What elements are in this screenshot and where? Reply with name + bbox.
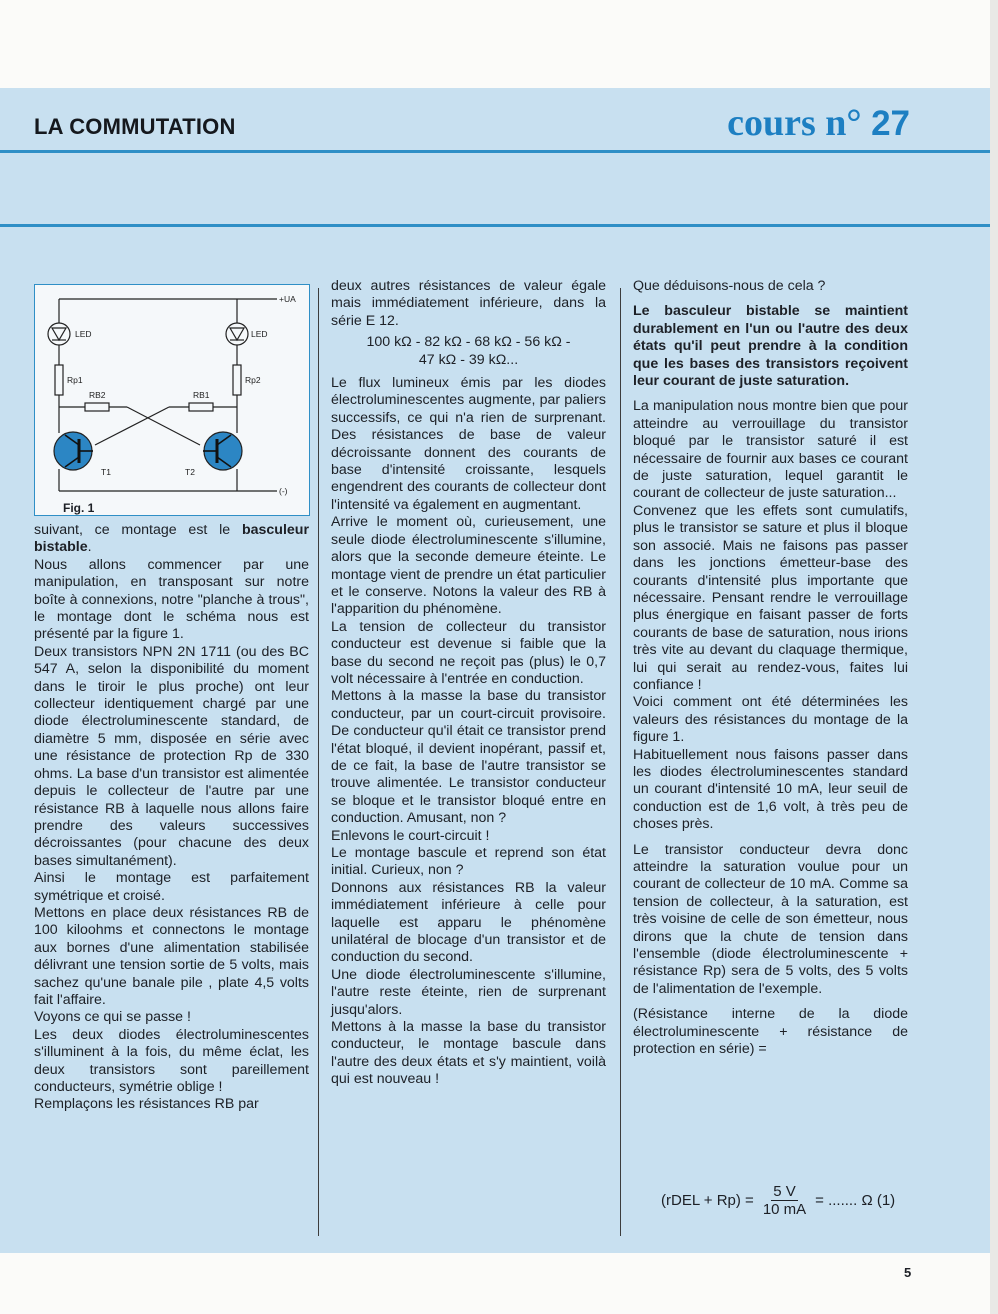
paragraph: La tension de collecteur du transistor conducteur est devenue si faible que la base du second ne reçoit pas (plus) le 0,7 volt nécessaire à l'entrée en conduction. (331, 618, 606, 687)
paragraph: Donnons aux résistances RB la valeur immédiatement inférieure à celle pour laquelle est apparu le phénomène unilatéral de blocage d'un transistor et de conduction du second. (331, 879, 606, 966)
key-statement: Le basculeur bistable se maintient durablement en l'un ou l'autre des deux états qu'il peut prendre à la condition que les bases des transistors reçoivent leur courant de juste saturation. (633, 303, 908, 390)
paragraph: Nous allons commencer par une manipulation, en transposant sur notre boîte à connexions, notre "planche à trous", le montage dont le schéma nous est présenté par la figure 1. (34, 556, 309, 643)
column-3 (633, 278, 908, 1222)
label-supply: +UA (279, 294, 296, 304)
label-t1: T1 (101, 467, 111, 477)
label-t2: T2 (185, 467, 195, 477)
paragraph: Le montage bascule et reprend son état initial. Curieux, non ? (331, 845, 606, 879)
paragraph: Remplaçons les résistances RB par (34, 1096, 259, 1113)
circuit-diagram (35, 285, 309, 515)
paragraph: Mettons à la masse la base du transistor conducteur, le montage bascule dans l'autre des deux états et s'y maintient, voilà qui est nouveau ! (331, 1019, 606, 1088)
text-run: suivant, ce montage est le (34, 522, 242, 538)
course-word: cours n° (727, 102, 862, 144)
paragraph: Mettons à la masse la base du transistor conducteur, par un court-circuit provisoire. De conducteur qu'il était ce transistor prend l'état bloqué, il devient inopérant, passif et, de ce fait, la base de l'autre transistor se trouve alimentée. Le transistor conducteur se bloque et le transistor bloqué entre en conduction. Amusant, non ? (331, 688, 606, 827)
values-line: 100 kΩ - 82 kΩ - 68 kΩ - 56 kΩ - (366, 334, 571, 351)
label-rp2: Rp2 (245, 375, 261, 385)
section-title: LA COMMUTATION (34, 114, 236, 139)
paragraph: Habituellement nous faisons passer dans les diodes électroluminescentes standard un courant d'intensité 10 mA, leur seuil de conduction est de 1,6 volt, à très peu de choses près. (633, 746, 908, 833)
formula-rhs: = ....... Ω (1) (815, 1192, 896, 1209)
figure-1 (34, 284, 310, 516)
paragraph: (Résistance interne de la diode électroluminescente + résistance de protection en série) = (633, 1006, 908, 1058)
column-divider (620, 288, 621, 1236)
paragraph (34, 522, 309, 557)
paragraph: Une diode électroluminescente s'illumine, l'autre reste éteinte, rien de surprenant jusqu'alors. (331, 966, 606, 1018)
page-edge (990, 0, 998, 1314)
values-line: 47 kΩ - 39 kΩ... (418, 351, 519, 368)
label-rb1: RB1 (193, 390, 210, 400)
page-number: 5 (904, 1265, 912, 1280)
label-rp1: Rp1 (67, 375, 83, 385)
paragraph: La manipulation nous montre bien que pour atteindre au verrouillage du transistor bloqué par le transistor saturé il est nécessaire de fournir aux bases ce courant de juste saturation, lequel garantit le courant de collecteur de juste saturation... (633, 398, 908, 502)
paragraph: Convenez que les effets sont cumulatifs, plus le transistor se sature et plus il bloque son associé. Mais ne faisons pas passer dans les jonctions émetteur-base des courants d'intensité plus importante que nécessaire. Pensant rendre le verrouillage plus énergique en faisant passer de forts courants de base de saturation, nous irions très vite au devant du claquage thermique, lui qui serait au rendez-vous, faites lui confiance ! (633, 502, 908, 693)
column-2 (331, 278, 606, 1222)
header-rule-lower (0, 224, 998, 227)
resistor-values (331, 334, 606, 369)
text-run: . (87, 539, 92, 556)
paragraph: Arrive le moment où, curieusement, une seule diode électroluminescente s'illumine, alors que la seconde demeure éteinte. Le montage vient de prendre un état particulier et le conserve. Notons la valeur des RB à l'apparition du phénomène. (331, 514, 606, 618)
label-rb2: RB2 (89, 390, 106, 400)
paragraph: Mettons en place deux résistances RB de 100 kiloohms et connectons le montage aux bornes d'une alimentation stabilisée délivrant une tension sortie de 5 volts, mais sachez qu'une banale pile , plate 4,5 volts fait l'affaire. (34, 904, 309, 1008)
transistor-t2 (203, 432, 242, 470)
transistor-t1 (54, 432, 93, 470)
column-1 (34, 522, 309, 1222)
paragraph: Le flux lumineux émis par les diodes électroluminescentes augmente, par paliers successifs, ce qui n'a rien de surprenant. Des résistances de base de valeur décroissante donnent des courants de base d'intensité croissante, lesquels engendrent des courants de collecteur dont l'intensité va également en augmentant. (331, 375, 606, 513)
paragraph: Le transistor conducteur devra donc atteindre la saturation voulue pour un courant de collecteur de 10 mA. Comme sa tension de collecteur, à la saturation, est très voisine de celle de son émetteur, nous dirons que la chute de tension dans l'ensemble (diode électroluminescente + résistance Rp) sera de 5 volts, des 5 volts de l'alimentation de l'exemple. (633, 841, 908, 997)
paragraph: Les deux diodes électroluminescentes s'illuminent à la fois, du même éclat, les deux transistors sont pareillement conducteurs, symétrie oblige ! (34, 1026, 309, 1095)
resistance-formula (661, 1183, 895, 1218)
course-title (727, 101, 910, 145)
formula-fraction (761, 1183, 808, 1218)
paragraph: Voyons ce qui se passe ! (34, 1009, 191, 1026)
label-led-left: LED (75, 329, 92, 339)
formula-numerator: 5 V (773, 1183, 796, 1200)
paragraph: Voici comment ont été déterminées les valeurs des résistances du montage de la figure 1. (633, 694, 908, 746)
paragraph: Que déduisons-nous de cela ? (633, 278, 826, 294)
paragraph: Deux transistors NPN 2N 1711 (ou des BC 547 A, selon la disponibilité du moment dans le tiroir le plus proche) ont leur collecteur identiquement chargé par une diode électroluminescente standard, de diamètre 5 mm, disposée en série avec une résistance de protection Rp de 330 ohms. La base d'un transistor est alimentée depuis le collecteur de l'autre par une résistance RB à laquelle nous allons faire prendre des valeurs successives décroissantes (pour chacune des deux bases simultanément). (34, 643, 309, 869)
term-bold: basculeur bistable (34, 522, 309, 556)
header-rule (0, 150, 998, 153)
course-number: 27 (871, 104, 910, 143)
column-divider (318, 288, 319, 1236)
paragraph: Ainsi le montage est parfaitement symétrique et croisé. (34, 870, 309, 904)
label-led-right: LED (251, 329, 268, 339)
figure-caption: Fig. 1 (63, 501, 95, 515)
paragraph: deux autres résistances de valeur égale mais immédiatement inférieure, dans la série E 12. (331, 278, 606, 329)
formula-lhs: (rDEL + Rp) = (661, 1192, 754, 1209)
paragraph: Enlevons le court-circuit ! (331, 827, 490, 844)
label-ground: (-) (279, 486, 288, 496)
formula-denominator: 10 mA (762, 1201, 807, 1218)
